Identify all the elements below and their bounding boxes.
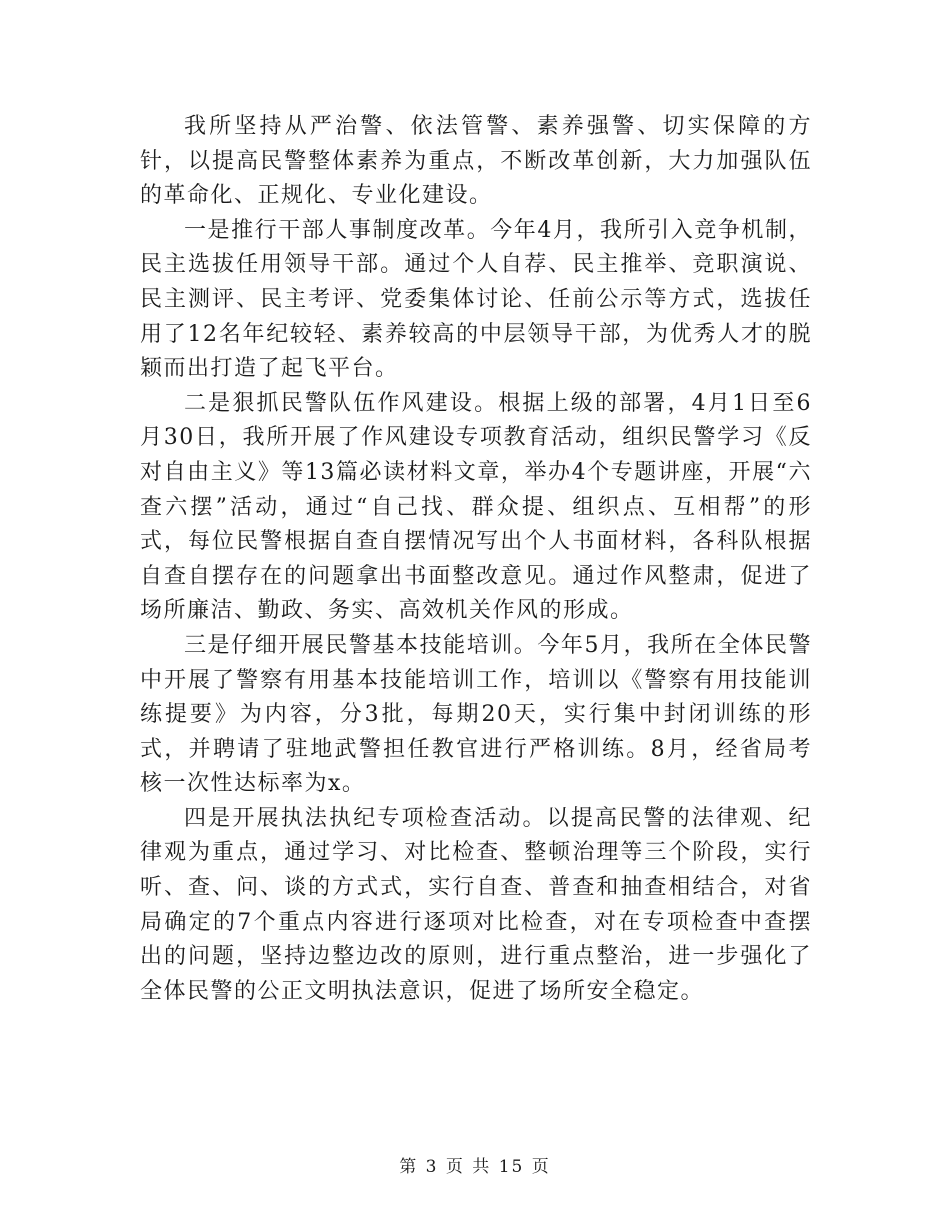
paragraph-work-style: 二是狠抓民警队伍作风建设。根据上级的部署，4月1日至6月30日，我所开展了作风建设专项教育活动，组织民警学习《反对自由主义》等13篇必读材料文章，举办4个专题讲座，开展“六查六摆”活动，通过“自己找、群众提、组织点、互相帮”的形式，每位民警根据自查自摆情况写出个人书面材料，各科队根据自查自摆存在的问题拿出书面整改意见。通过作风整肃，促进了场所廉洁、勤政、务实、高效机关作风的形成。: [140, 390, 812, 624]
document-body: [140, 110, 812, 1009]
paragraph-skill-training: 三是仔细开展民警基本技能培训。今年5月，我所在全体民警中开展了警察有用基本技能培训工作，培训以《警察有用技能训练提要》为内容，分3批，每期20天，实行集中封闭训练的形式，并聘请了驻地武警担任教官进行严格训练。8月，经省局考核一次性达标率为x。: [140, 632, 812, 797]
paragraph-personnel-reform: 一是推行干部人事制度改革。今年4月，我所引入竞争机制，民主选拔任用领导干部。通过个人自荐、民主推举、竞职演说、民主测评、民主考评、党委集体讨论、任前公示等方式，选拔任用了12名年纪较轻、素养较高的中层领导干部，为优秀人才的脱颖而出打造了起飞平台。: [140, 217, 812, 382]
page-number-footer: 第 3 页 共 15 页: [399, 1157, 551, 1177]
paragraph-intro: 我所坚持从严治警、依法管警、素养强警、切实保障的方针，以提高民警整体素养为重点，不断改革创新，大力加强队伍的革命化、正规化、专业化建设。: [140, 114, 812, 209]
paragraph-law-enforcement-check: 四是开展执法执纪专项检查活动。以提高民警的法律观、纪律观为重点，通过学习、对比检查、整顿治理等三个阶段，实行听、查、问、谈的方式式，实行自查、普查和抽查相结合，对省局确定的7个重点内容进行逐项对比检查，对在专项检查中查摆出的问题，坚持边整边改的原则，进行重点整治，进一步强化了全体民警的公正文明执法意识，促进了场所安全稳定。: [140, 805, 812, 1004]
